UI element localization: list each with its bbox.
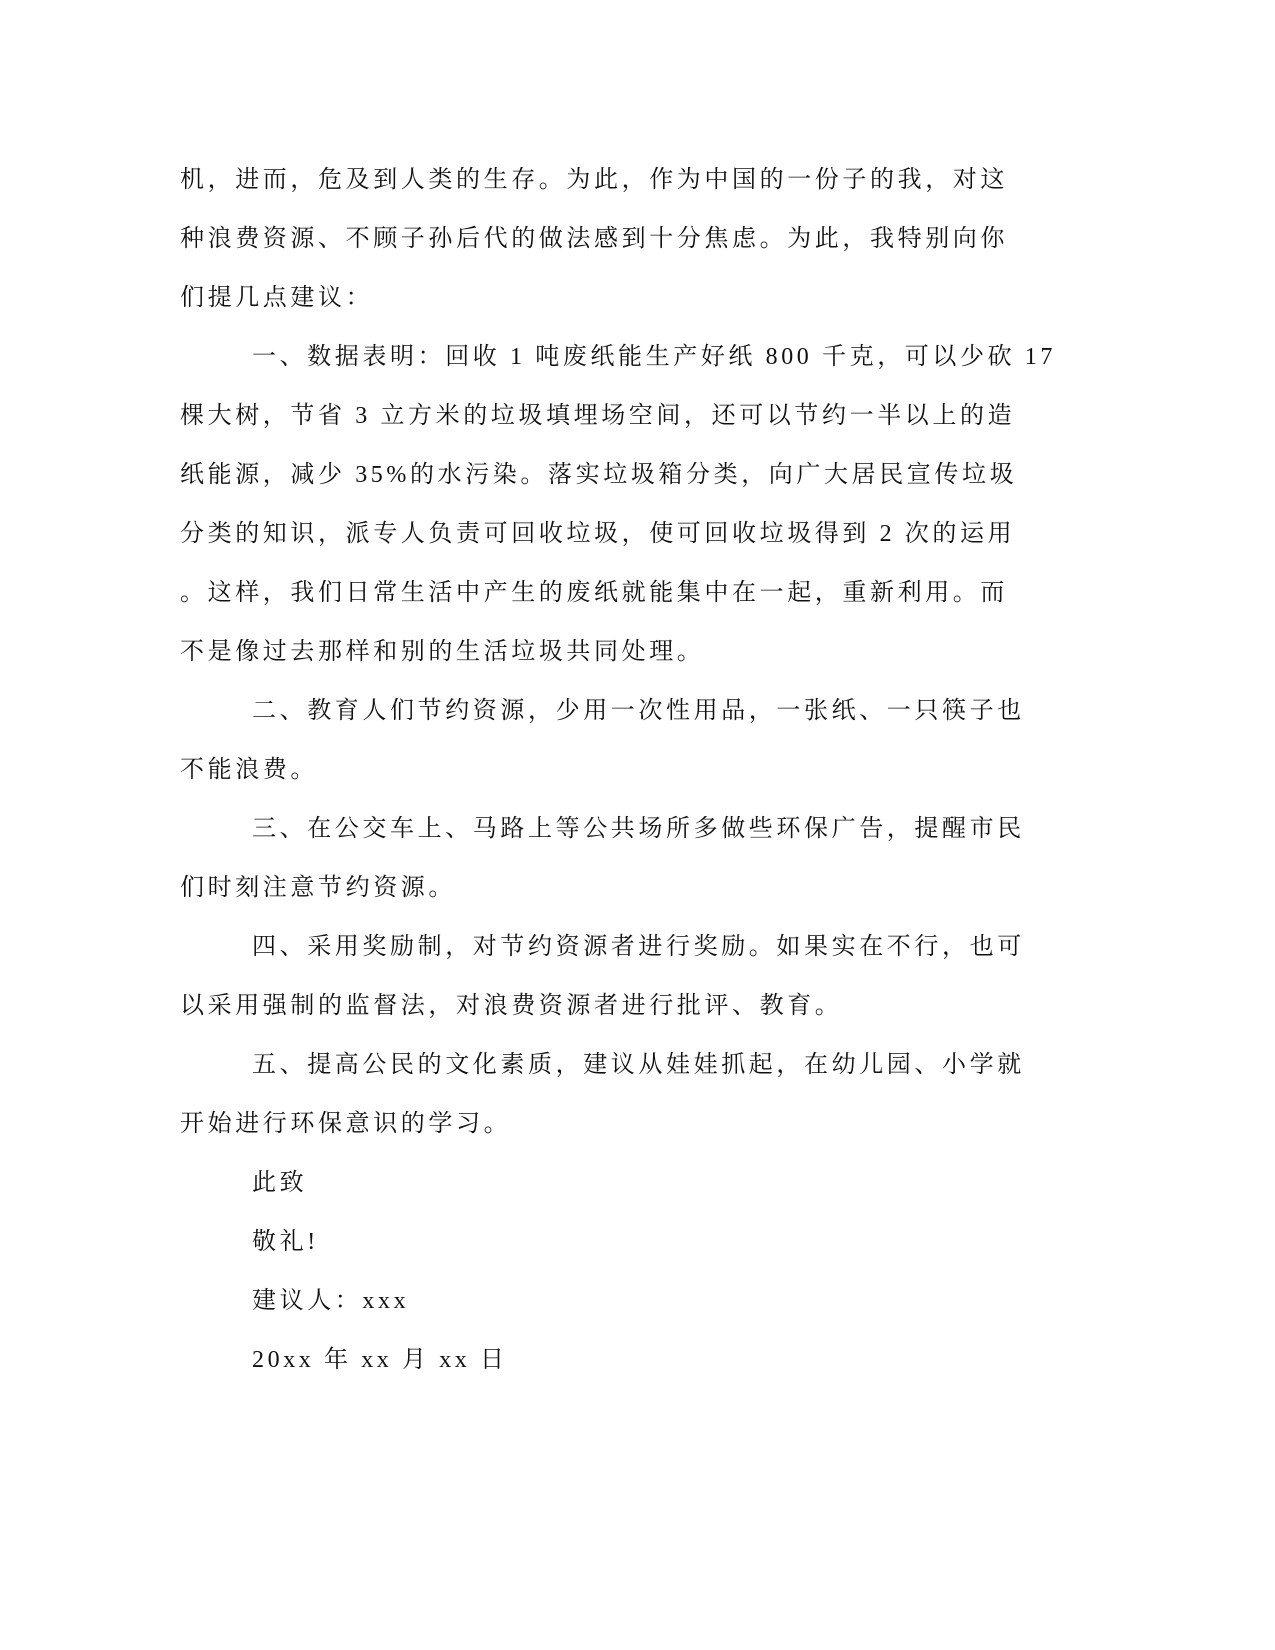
text-line: 不是像过去那样和别的生活垃圾共同处理。 xyxy=(180,639,705,665)
text-line: 四、采用奖励制，对节约资源者进行奖励。如果实在不行，也可 xyxy=(252,934,1025,960)
text-line: 种浪费资源、不顾子孙后代的做法感到十分焦虑。为此，我特别向你 xyxy=(180,226,1008,252)
text-line: 不能浪费。 xyxy=(180,757,318,783)
text-line: 三、在公交车上、马路上等公共场所多做些环保广告，提醒市民 xyxy=(252,816,1025,842)
text-line: 们提几点建议： xyxy=(180,285,374,311)
text-line: 一、数据表明：回收 1 吨废纸能生产好纸 800 千克，可以少砍 17 xyxy=(252,344,1056,370)
text-line: 分类的知识，派专人负责可回收垃圾，使可回收垃圾得到 2 次的运用 xyxy=(180,521,1016,547)
text-line: 棵大树，节省 3 立方米的垃圾填埋场空间，还可以节约一半以上的造 xyxy=(180,403,1016,429)
document-body xyxy=(180,151,1060,1154)
closing-block xyxy=(180,1154,1060,1390)
text-line: 们时刻注意节约资源。 xyxy=(180,875,456,901)
closing-salutation: 此致 xyxy=(252,1170,308,1196)
paragraph xyxy=(180,1036,1060,1154)
text-line: 五、提高公民的文化素质，建议从娃娃抓起，在幼儿园、小学就 xyxy=(252,1052,1025,1078)
text-line: 二、教育人们节约资源，少用一次性用品，一张纸、一只筷子也 xyxy=(252,698,1025,724)
signer: 建议人：xxx xyxy=(252,1288,410,1314)
paragraph xyxy=(180,151,1060,328)
text-line: 开始进行环保意识的学习。 xyxy=(180,1111,512,1137)
text-line: 机，进而，危及到人类的生存。为此，作为中国的一份子的我，对这 xyxy=(180,167,1008,193)
paragraph xyxy=(180,682,1060,800)
date: 20xx 年 xx 月 xx 日 xyxy=(252,1347,508,1373)
paragraph xyxy=(180,918,1060,1036)
text-line: 纸能源，减少 35%的水污染。落实垃圾箱分类，向广大居民宣传垃圾 xyxy=(180,462,1018,488)
paragraph xyxy=(180,800,1060,918)
closing-regards: 敬礼! xyxy=(252,1229,319,1255)
document-page xyxy=(180,151,1060,1390)
text-line: 。这样，我们日常生活中产生的废纸就能集中在一起，重新利用。而 xyxy=(180,580,1008,606)
paragraph xyxy=(180,328,1060,682)
text-line: 以采用强制的监督法，对浪费资源者进行批评、教育。 xyxy=(180,993,843,1019)
